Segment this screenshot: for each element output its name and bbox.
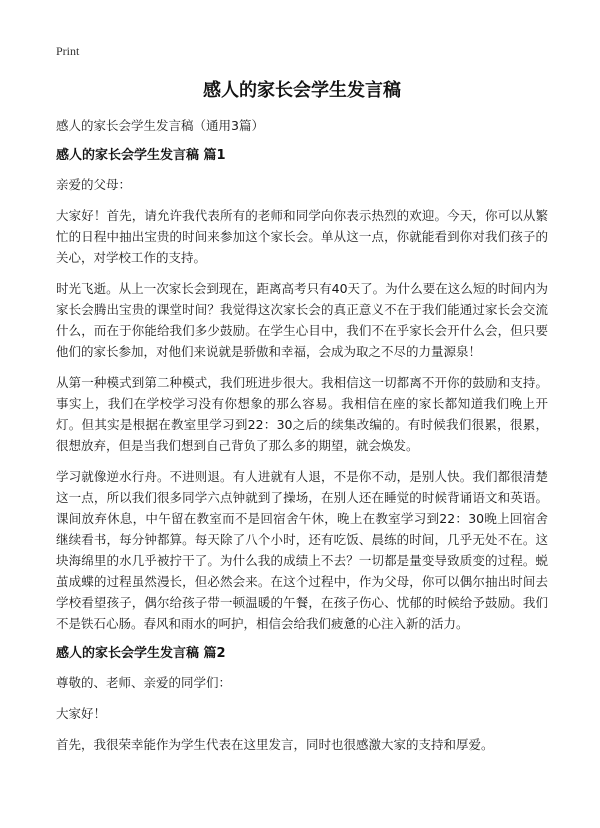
paragraph: 时光飞逝。从上一次家长会到现在，距离高考只有40天了。为什么要在这么短的时间内为家长会腾出宝贵的课堂时间？我觉得这次家长会的真正意义不在于我们能通过家长会交流什么，而在于你能给我们多少鼓励。在学生心目中，我们不在乎家长会开什么会，但只要他们的家长参加，对他们来说就是骄傲和幸福，会成为取之不尽的力量源泉！ [56,281,548,359]
section-1 [56,146,548,634]
print-label: Print [56,44,80,58]
paragraph: 首先，我很荣幸能作为学生代表在这里发言，同时也很感激大家的支持和厚爱。 [56,737,494,752]
paragraph: 从第一种模式到第二种模式，我们班进步很大。我相信这一切都离不开你的鼓励和支持。事实上，我们在学校学习没有你想象的那么容易。我相信在座的家长都知道我们晚上开灯。但其实是根据在教室里学习到22：30之后的续集改编的。有时候我们很累，很累，很想放弃，但是当我们想到自己背负了那么多的期望，就会焕发。 [56,375,548,453]
document-title: 感人的家长会学生发言稿 [203,80,401,101]
paragraph: 大家好！首先，请允许我代表所有的老师和同学向你表示热烈的欢迎。今天，你可以从繁忙的日程中抽出宝贵的时间来参加这个家长会。单从这一点，你就能看到你对我们孩子的关心，对学校工作的支持。 [56,208,548,265]
paragraph: 学习就像逆水行舟。不进则退。有人进就有人退，不是你不动，是别人快。我们都很清楚这一点，所以我们很多同学六点钟就到了操场，在别人还在睡觉的时候背诵语文和英语。课间放弃休息，中午留在教室而不是回宿舍午休，晚上在教室学习到22：30晚上回宿舍继续看书，每分钟都算。每天除了八个小时，还有吃饭、晨练的时间，几乎无处不在。这块海绵里的水几乎被拧干了。为什么我的成绩上不去？一切都是量变导致质变的过程。蜕茧成蝶的过程虽然漫长，但必然会来。在这个过程中，作为父母，你可以偶尔抽出时间去学校看望孩子，偶尔给孩子带一顿温暖的午餐，在孩子伤心、忧郁的时候给予鼓励。我们不是铁石心肠。春风和雨水的呵护，相信会给我们疲惫的心注入新的活力。 [56,469,548,631]
salutation: 尊敬的、老师、亲爱的同学们： [56,675,232,690]
document-subtitle: 感人的家长会学生发言稿（通用3篇） [56,118,264,133]
salutation: 亲爱的父母： [56,177,132,192]
greeting: 大家好！ [56,706,107,721]
section-heading: 感人的家长会学生发言稿 篇2 [56,646,226,661]
section-heading: 感人的家长会学生发言稿 篇1 [56,148,226,163]
section-2 [56,644,548,755]
